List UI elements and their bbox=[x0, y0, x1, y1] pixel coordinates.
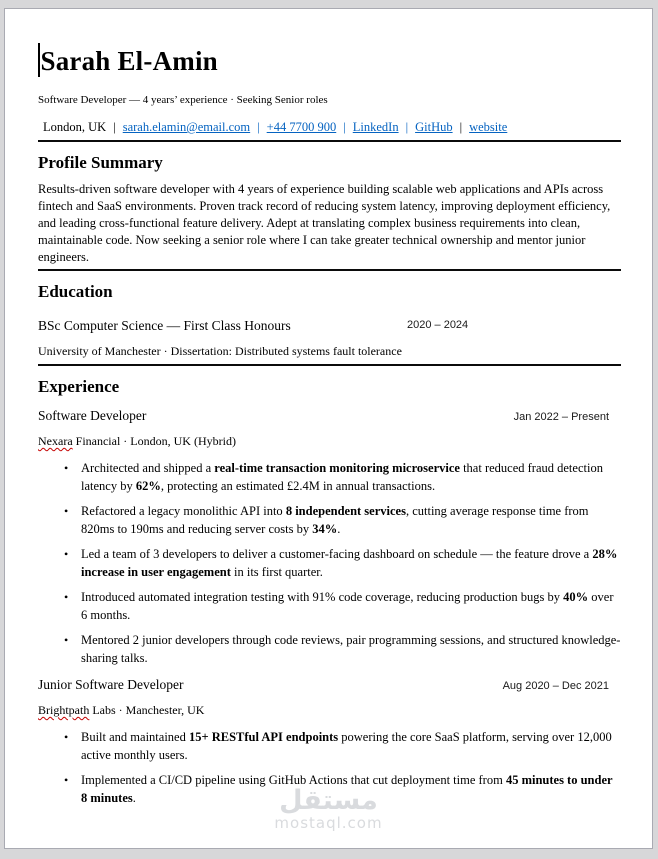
bold-text: 34% bbox=[312, 522, 338, 536]
section-divider bbox=[38, 364, 621, 366]
section-divider bbox=[38, 140, 621, 142]
document-page[interactable] bbox=[4, 8, 653, 849]
bullet-icon: • bbox=[64, 730, 69, 744]
bullet-icon: • bbox=[64, 633, 69, 647]
watermark-arabic: مستقل bbox=[279, 785, 378, 816]
bullet-icon: • bbox=[64, 504, 69, 518]
job-bullets bbox=[38, 728, 621, 807]
bold-text: under 8 minutes bbox=[81, 773, 613, 805]
bullet-text: Mentored 2 junior developers through code reviews, pair programming sessions, and structured knowledge-sharing talks. bbox=[81, 633, 621, 665]
bullet-item bbox=[64, 459, 621, 495]
bullet-text: Built and maintained 15+ RESTful API endpoints powering the core SaaS platform, serving over 12,000 active monthly users. bbox=[81, 730, 612, 762]
job-bullets bbox=[38, 459, 621, 667]
bullet-text: Led a team of 3 developers to deliver a customer-facing dashboard on schedule — the feature drove a 28% increase in user engagement in its first quarter. bbox=[81, 547, 618, 579]
contact-line bbox=[38, 119, 621, 136]
job-dates: Jan 2022 – Present bbox=[513, 411, 609, 423]
contact-separator: | bbox=[343, 120, 346, 134]
job-title: Software Developer bbox=[38, 408, 147, 423]
bold-text: 62% bbox=[135, 479, 161, 493]
contact-link[interactable]: sarah.elamin@email.com bbox=[122, 120, 251, 134]
bullet-text: Implemented a CI/CD pipeline using GitHub Actions that cut deployment time from 45 minutes to under 8 minutes. bbox=[81, 773, 613, 805]
bullet-icon: • bbox=[64, 590, 69, 604]
resume-tagline: Software Developer — 4 years’ experience · Seeking Senior roles bbox=[38, 94, 328, 106]
jobs-container bbox=[38, 406, 621, 807]
text-cursor bbox=[38, 43, 40, 77]
resume-name: Sarah El-Amin bbox=[40, 46, 218, 76]
contact-separator: | bbox=[113, 120, 116, 134]
bold-text: 28% increase in user engagement bbox=[81, 547, 618, 579]
job-company: Nexara Financial · London, UK (Hybrid) bbox=[38, 434, 236, 448]
bullet-icon: • bbox=[64, 547, 69, 561]
bullet-text: Introduced automated integration testing with 91% code coverage, reducing production bugs by 40% over 6 months. bbox=[81, 590, 614, 622]
bullet-text: Architected and shipped a real-time transaction monitoring microservice that reduced fraud detection latency by 62%, protecting an estimated £2.4M in annual transactions. bbox=[81, 461, 603, 493]
document-title-row bbox=[38, 43, 621, 81]
education-degree: BSc Computer Science — First Class Honours bbox=[38, 318, 291, 333]
education-row bbox=[38, 317, 621, 335]
bold-text: 8 independent services bbox=[285, 504, 406, 518]
section-title-profile: Profile Summary bbox=[38, 153, 163, 172]
job-company: Brightpath Labs · Manchester, UK bbox=[38, 703, 205, 717]
bullet-icon: • bbox=[64, 773, 69, 787]
bullet-item bbox=[64, 545, 621, 581]
job-header bbox=[38, 406, 621, 425]
misspelled-word: Nexara bbox=[38, 434, 73, 448]
bold-text: 40% bbox=[563, 590, 589, 604]
bullet-text: Refactored a legacy monolithic API into 8 independent services, cutting average response time from 820ms to 190ms and reducing server costs by 34%. bbox=[81, 504, 589, 536]
job-header bbox=[38, 675, 621, 694]
contact-link[interactable]: GitHub bbox=[415, 120, 453, 134]
bold-text: 45 minutes to bbox=[505, 773, 581, 787]
section-title-experience: Experience bbox=[38, 377, 120, 396]
profile-summary-text: Results-driven software developer with 4 years of experience building scalable web applications and APIs across fintech and SaaS environments. Proven track record of reducing system latency, improving deployment efficiency, and leading cross-functional feature delivery. Adept at translating complex business requirements into clean, maintainable code. Now seeking a senior role where I can take greater technical ownership and mentor junior engineers. bbox=[38, 182, 611, 264]
bullet-item bbox=[64, 588, 621, 624]
education-details: University of Manchester · Dissertation: Distributed systems fault tolerance bbox=[38, 344, 402, 358]
misspelled-word: Brightpath bbox=[38, 703, 90, 717]
section-title-education: Education bbox=[38, 282, 113, 301]
job-dates: Aug 2020 – Dec 2021 bbox=[502, 680, 609, 692]
contact-link[interactable]: website bbox=[469, 120, 508, 134]
watermark-url: mostaql.com bbox=[274, 814, 383, 832]
bold-text: 15+ RESTful API endpoints bbox=[188, 730, 339, 744]
bullet-item bbox=[64, 631, 621, 667]
bold-text: real-time transaction monitoring microservice bbox=[214, 461, 460, 475]
contact-location: London, UK bbox=[43, 120, 107, 134]
job-title: Junior Software Developer bbox=[38, 677, 184, 692]
education-dates: 2020 – 2024 bbox=[407, 319, 469, 331]
contact-separator: | bbox=[405, 120, 409, 134]
bullet-item bbox=[64, 728, 621, 764]
contact-separator: | bbox=[459, 120, 463, 134]
contact-link[interactable]: LinkedIn bbox=[352, 120, 399, 134]
bullet-item bbox=[64, 771, 621, 807]
section-divider bbox=[38, 269, 621, 271]
contact-separator: | bbox=[257, 120, 260, 134]
bullet-icon: • bbox=[64, 461, 69, 475]
contact-link[interactable]: +44 7700 900 bbox=[266, 120, 337, 134]
bullet-item bbox=[64, 502, 621, 538]
